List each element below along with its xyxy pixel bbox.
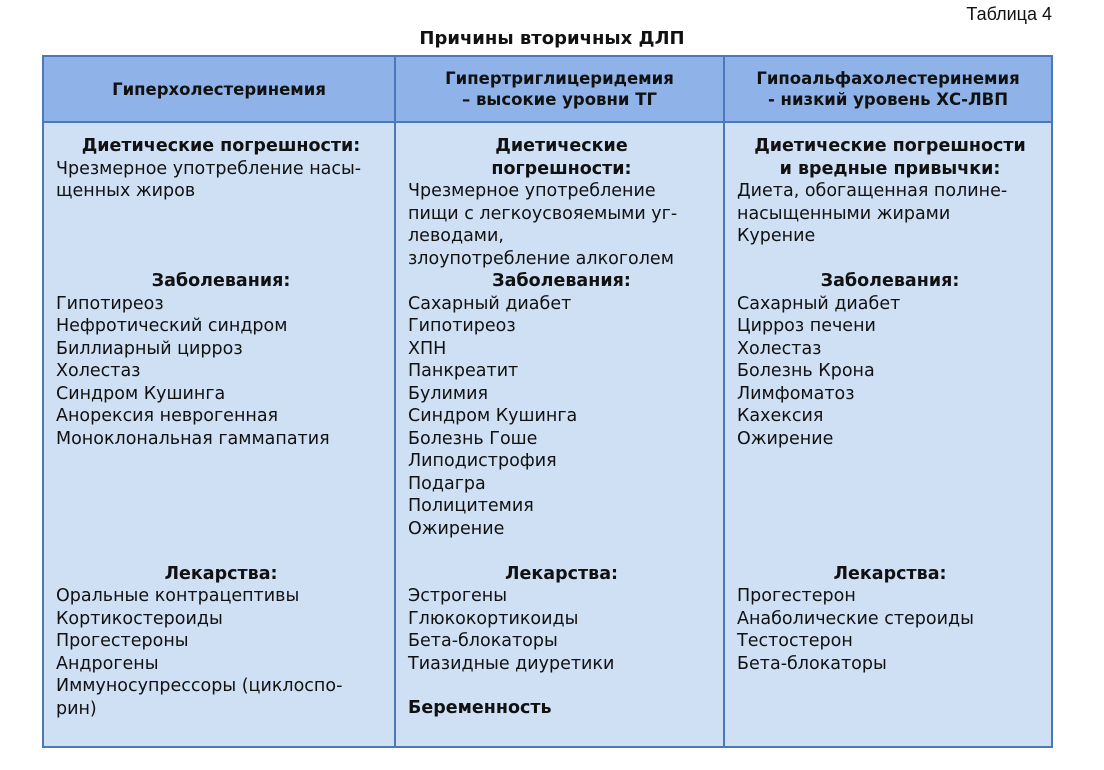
drugs-item: Кортикостероиды	[56, 608, 223, 629]
diseases-item: Синдром Кушинга	[408, 406, 578, 426]
header-hypercholesterolemia	[44, 57, 396, 121]
drugs-item: Эстрогены	[408, 586, 508, 606]
diseases-item: Булимия	[408, 383, 489, 404]
header-text	[756, 68, 1019, 110]
column-hypercholesterolemia	[44, 123, 396, 746]
table-title: Причины вторичных ДЛП	[419, 28, 685, 49]
header-line: Гипертриглицеридемия	[445, 69, 674, 88]
diseases-item: Нефротический синдром	[56, 316, 288, 336]
drugs-item: Глюкокортикоиды	[408, 608, 579, 629]
diseases-item: Полицитемия	[408, 496, 534, 516]
diseases-item: Ожирение	[408, 518, 505, 539]
section-gap	[408, 675, 715, 697]
drugs-heading: Лекарства:	[833, 563, 947, 584]
diseases-item: ХПН	[408, 338, 447, 359]
drugs-item: Прогестерон	[737, 586, 856, 606]
table-body-row	[44, 123, 1051, 746]
diseases-item: Синдром Кушинга	[56, 383, 226, 404]
diseases-item: Моноклональная гаммапатия	[56, 428, 330, 449]
drugs-item: Тиазидные диуретики	[408, 653, 615, 674]
diet-item: насыщенными жирами	[737, 203, 951, 224]
drugs-heading: Лекарства:	[164, 563, 278, 584]
drugs-item: Бета-блокаторы	[408, 631, 558, 651]
diet-heading: и вредные привычки:	[779, 158, 1001, 179]
section-gap	[737, 450, 1043, 563]
header-hypoalphacholesterolemia	[725, 57, 1051, 121]
diseases-item: Лимфоматоз	[737, 383, 855, 404]
diseases-item: Болезнь Гоше	[408, 428, 538, 449]
diseases-item: Гипотиреоз	[408, 316, 516, 336]
diet-item: леводами,	[408, 226, 504, 246]
column-hypoalphacholesterolemia	[725, 123, 1051, 746]
drugs-item: рин)	[56, 698, 97, 719]
diseases-item: Кахексия	[737, 406, 824, 426]
diseases-item: Холестаз	[56, 361, 141, 381]
header-text	[445, 68, 674, 110]
header-line: – высокие уровни ТГ	[461, 90, 657, 109]
diseases-item: Холестаз	[737, 338, 822, 359]
drugs-item: Бета-блокаторы	[737, 653, 887, 674]
diseases-heading: Заболевания:	[151, 271, 291, 291]
header-line: Гиперхолестеринемия	[112, 79, 326, 99]
header-text	[112, 79, 326, 100]
diet-heading: погрешности:	[491, 158, 632, 179]
diseases-item: Панкреатит	[408, 361, 519, 381]
column-hypertriglyceridemia	[396, 123, 725, 746]
diseases-item: Сахарный диабет	[408, 293, 572, 314]
diseases-item: Биллиарный цирроз	[56, 338, 243, 359]
drugs-item: Оральные контрацептивы	[56, 586, 300, 606]
table-number-label: Таблица 4	[966, 4, 1052, 24]
diseases-item: Липодистрофия	[408, 451, 557, 471]
drugs-item: Анаболические стероиды	[737, 608, 974, 629]
diet-item: Чрезмерное употребление	[408, 181, 656, 201]
header-line: Гипоальфахолестеринемия	[756, 69, 1020, 88]
diseases-item: Сахарный диабет	[737, 293, 901, 314]
drugs-item: Тестостерон	[737, 631, 853, 651]
drugs-item: Андрогены	[56, 653, 159, 674]
drugs-heading: Лекарства:	[504, 563, 618, 584]
section-gap	[737, 248, 1043, 271]
pregnancy-item: Беременность	[408, 698, 552, 718]
diet-item: Диета, обогащенная полине-	[737, 181, 1008, 201]
diet-item: пищи с легкоусвояемыми уг-	[408, 203, 678, 224]
diseases-item: Подагра	[408, 473, 486, 494]
diet-heading: Диетические погрешности	[754, 136, 1026, 156]
table-header-row	[44, 57, 1051, 123]
header-line: - низкий уровень ХС-ЛВП	[767, 90, 1009, 109]
diseases-item: Ожирение	[737, 428, 834, 449]
drugs-item: Прогестероны	[56, 631, 189, 651]
diet-item: злоупотребление алкоголем	[408, 248, 674, 269]
diet-item: щенных жиров	[56, 181, 196, 201]
section-gap	[408, 540, 715, 563]
header-hypertriglyceridemia	[396, 57, 725, 121]
diseases-item: Цирроз печени	[737, 316, 876, 336]
diet-heading: Диетические	[495, 136, 628, 156]
diet-item: Курение	[737, 226, 816, 246]
causes-table	[42, 55, 1053, 748]
diseases-item: Анорексия неврогенная	[56, 406, 279, 426]
drugs-item: Иммуносупрессоры (циклоспо-	[56, 676, 343, 696]
diseases-item: Гипотиреоз	[56, 293, 164, 314]
diseases-heading: Заболевания:	[492, 271, 631, 291]
section-gap	[56, 203, 386, 271]
diseases-item: Болезнь Крона	[737, 361, 875, 381]
diseases-heading: Заболевания:	[820, 271, 960, 291]
diet-heading: Диетические погрешности:	[81, 136, 361, 156]
diet-item: Чрезмерное употребление насы-	[56, 158, 362, 179]
section-gap	[56, 450, 386, 563]
